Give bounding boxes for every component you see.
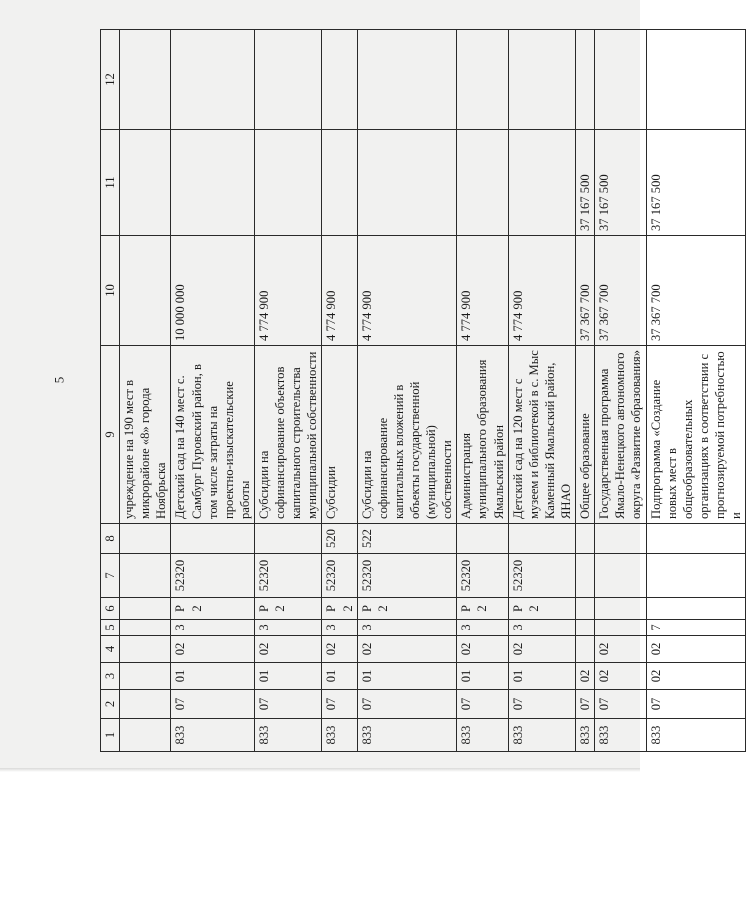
cell-admin-code: 833 <box>595 719 646 752</box>
cell-section: 07 <box>357 690 457 719</box>
cell-subprogram: 3 <box>254 620 321 636</box>
cell-expense-type <box>171 524 255 554</box>
cell-subprogram: 3 <box>508 620 575 636</box>
cell-description: Субсидии на софинансирование объектов капитального строительства муниципальной собственности <box>254 346 321 524</box>
column-header: 7 <box>101 554 120 598</box>
cell-program <box>576 636 595 663</box>
cell-description: Общее образование <box>576 346 595 524</box>
cell-program <box>120 636 171 663</box>
cell-description: Государственная программа Ямало-Ненецкого автономного округа «Развитие образования» <box>595 346 646 524</box>
cell-amount-year3 <box>171 30 255 130</box>
cell-project: P2 <box>508 598 575 620</box>
cell-amount-year1: 4 774 900 <box>254 236 321 346</box>
cell-subsection: 02 <box>576 663 595 690</box>
cell-subprogram: 3 <box>171 620 255 636</box>
cell-subsection: 01 <box>254 663 321 690</box>
cell-program: 02 <box>254 636 321 663</box>
cell-direction <box>576 554 595 598</box>
cell-expense-type <box>508 524 575 554</box>
cell-subprogram <box>595 620 646 636</box>
cell-program: 02 <box>457 636 508 663</box>
cell-subsection: 02 <box>646 663 746 690</box>
cell-project <box>576 598 595 620</box>
cell-direction <box>595 554 646 598</box>
cell-section: 07 <box>322 690 357 719</box>
cell-amount-year2 <box>171 130 255 236</box>
table-row <box>508 30 575 752</box>
cell-project <box>646 598 746 620</box>
cell-section: 07 <box>576 690 595 719</box>
cell-direction: 52320 <box>322 554 357 598</box>
cell-amount-year3 <box>508 30 575 130</box>
cell-section <box>120 690 171 719</box>
cell-direction: 52320 <box>171 554 255 598</box>
cell-section: 07 <box>254 690 321 719</box>
column-header: 6 <box>101 598 120 620</box>
column-header: 8 <box>101 524 120 554</box>
cell-amount-year1: 37 367 700 <box>646 236 746 346</box>
cell-admin-code: 833 <box>254 719 321 752</box>
cell-description: учреждение на 190 мест в микрорайоне «8» города Ноябрьска <box>120 346 171 524</box>
cell-amount-year1: 10 000 000 <box>171 236 255 346</box>
cell-admin-code: 833 <box>646 719 746 752</box>
cell-section: 07 <box>457 690 508 719</box>
cell-subprogram <box>576 620 595 636</box>
cell-description: Подпрограмма «Создание новых мест в общеобразовательных организациях в соответствии с прогнозируемой потребностью и <box>646 346 746 524</box>
cell-admin-code: 833 <box>576 719 595 752</box>
cell-admin-code: 833 <box>171 719 255 752</box>
cell-expense-type: 522 <box>357 524 457 554</box>
cell-subsection <box>120 663 171 690</box>
cell-expense-type: 520 <box>322 524 357 554</box>
cell-description: Субсидии на софинансирование капитальных вложений в объекты государственной (муниципальной) собственности <box>357 346 457 524</box>
table-row <box>171 30 255 752</box>
cell-program: 02 <box>171 636 255 663</box>
cell-amount-year2 <box>357 130 457 236</box>
cell-amount-year3 <box>646 30 746 130</box>
column-header: 11 <box>101 130 120 236</box>
cell-amount-year1 <box>120 236 171 346</box>
table-row <box>120 30 171 752</box>
cell-program: 02 <box>357 636 457 663</box>
cell-description: Администрация муниципального образования Ямальский район <box>457 346 508 524</box>
cell-amount-year1: 4 774 900 <box>508 236 575 346</box>
cell-expense-type <box>457 524 508 554</box>
cell-admin-code: 833 <box>457 719 508 752</box>
table-row <box>576 30 595 752</box>
column-header: 12 <box>101 30 120 130</box>
cell-direction <box>120 554 171 598</box>
cell-subsection: 01 <box>171 663 255 690</box>
cell-subsection: 01 <box>322 663 357 690</box>
cell-subsection: 02 <box>595 663 646 690</box>
cell-amount-year1: 37 367 700 <box>595 236 646 346</box>
cell-admin-code: 833 <box>322 719 357 752</box>
table-row <box>457 30 508 752</box>
cell-program: 02 <box>322 636 357 663</box>
column-header: 10 <box>101 236 120 346</box>
cell-expense-type <box>595 524 646 554</box>
page-number: 5 <box>51 376 67 384</box>
cell-project: P2 <box>254 598 321 620</box>
cell-section: 07 <box>646 690 746 719</box>
table-row <box>595 30 646 752</box>
cell-subprogram: 3 <box>457 620 508 636</box>
cell-program: 02 <box>646 636 746 663</box>
cell-amount-year3 <box>120 30 171 130</box>
cell-project: P2 <box>171 598 255 620</box>
cell-program: 02 <box>595 636 646 663</box>
cell-amount-year3 <box>322 30 357 130</box>
cell-expense-type <box>254 524 321 554</box>
table-row <box>322 30 357 752</box>
cell-subprogram <box>120 620 171 636</box>
cell-direction: 52320 <box>357 554 457 598</box>
cell-admin-code: 833 <box>357 719 457 752</box>
cell-subsection: 01 <box>357 663 457 690</box>
cell-subprogram: 3 <box>322 620 357 636</box>
cell-subprogram: 3 <box>357 620 457 636</box>
budget-table-container <box>100 30 744 752</box>
table-row <box>254 30 321 752</box>
cell-project: P2 <box>357 598 457 620</box>
cell-section: 07 <box>595 690 646 719</box>
column-header: 5 <box>101 620 120 636</box>
cell-amount-year3 <box>357 30 457 130</box>
cell-amount-year2 <box>508 130 575 236</box>
table-row <box>357 30 457 752</box>
table-row <box>646 30 746 752</box>
cell-amount-year3 <box>457 30 508 130</box>
cell-amount-year2: 37 167 500 <box>595 130 646 236</box>
cell-amount-year1: 37 367 700 <box>576 236 595 346</box>
cell-direction: 52320 <box>254 554 321 598</box>
cell-amount-year1: 4 774 900 <box>322 236 357 346</box>
cell-amount-year2: 37 167 500 <box>646 130 746 236</box>
cell-direction: 52320 <box>457 554 508 598</box>
page-edge <box>0 768 640 772</box>
cell-amount-year2 <box>120 130 171 236</box>
cell-amount-year2 <box>254 130 321 236</box>
cell-subsection: 01 <box>457 663 508 690</box>
column-header: 2 <box>101 690 120 719</box>
cell-project <box>595 598 646 620</box>
cell-project: P2 <box>457 598 508 620</box>
cell-expense-type <box>646 524 746 554</box>
budget-table <box>100 29 746 752</box>
cell-admin-code <box>120 719 171 752</box>
cell-amount-year2: 37 167 500 <box>576 130 595 236</box>
cell-project: P2 <box>322 598 357 620</box>
column-header: 1 <box>101 719 120 752</box>
cell-section: 07 <box>171 690 255 719</box>
cell-subsection: 01 <box>508 663 575 690</box>
cell-amount-year1: 4 774 900 <box>357 236 457 346</box>
cell-amount-year2 <box>322 130 357 236</box>
cell-description: Детский сад на 140 мест с. Самбург Пуровский район, в том числе затраты на проектно-изыскательские работы <box>171 346 255 524</box>
column-header: 3 <box>101 663 120 690</box>
column-header: 4 <box>101 636 120 663</box>
cell-description: Субсидии <box>322 346 357 524</box>
cell-section: 07 <box>508 690 575 719</box>
cell-amount-year3 <box>254 30 321 130</box>
cell-project <box>120 598 171 620</box>
cell-subprogram: 7 <box>646 620 746 636</box>
column-header: 9 <box>101 346 120 524</box>
cell-expense-type <box>576 524 595 554</box>
cell-admin-code: 833 <box>508 719 575 752</box>
cell-direction: 52320 <box>508 554 575 598</box>
table-header-row <box>101 30 120 752</box>
cell-expense-type <box>120 524 171 554</box>
cell-amount-year2 <box>457 130 508 236</box>
cell-amount-year3 <box>576 30 595 130</box>
cell-description: Детский сад на 120 мест с музеем и библиотекой в с. Мыс Каменный Ямальский район, ЯНАО <box>508 346 575 524</box>
cell-amount-year3 <box>595 30 646 130</box>
cell-amount-year1: 4 774 900 <box>457 236 508 346</box>
cell-program: 02 <box>508 636 575 663</box>
cell-direction <box>646 554 746 598</box>
